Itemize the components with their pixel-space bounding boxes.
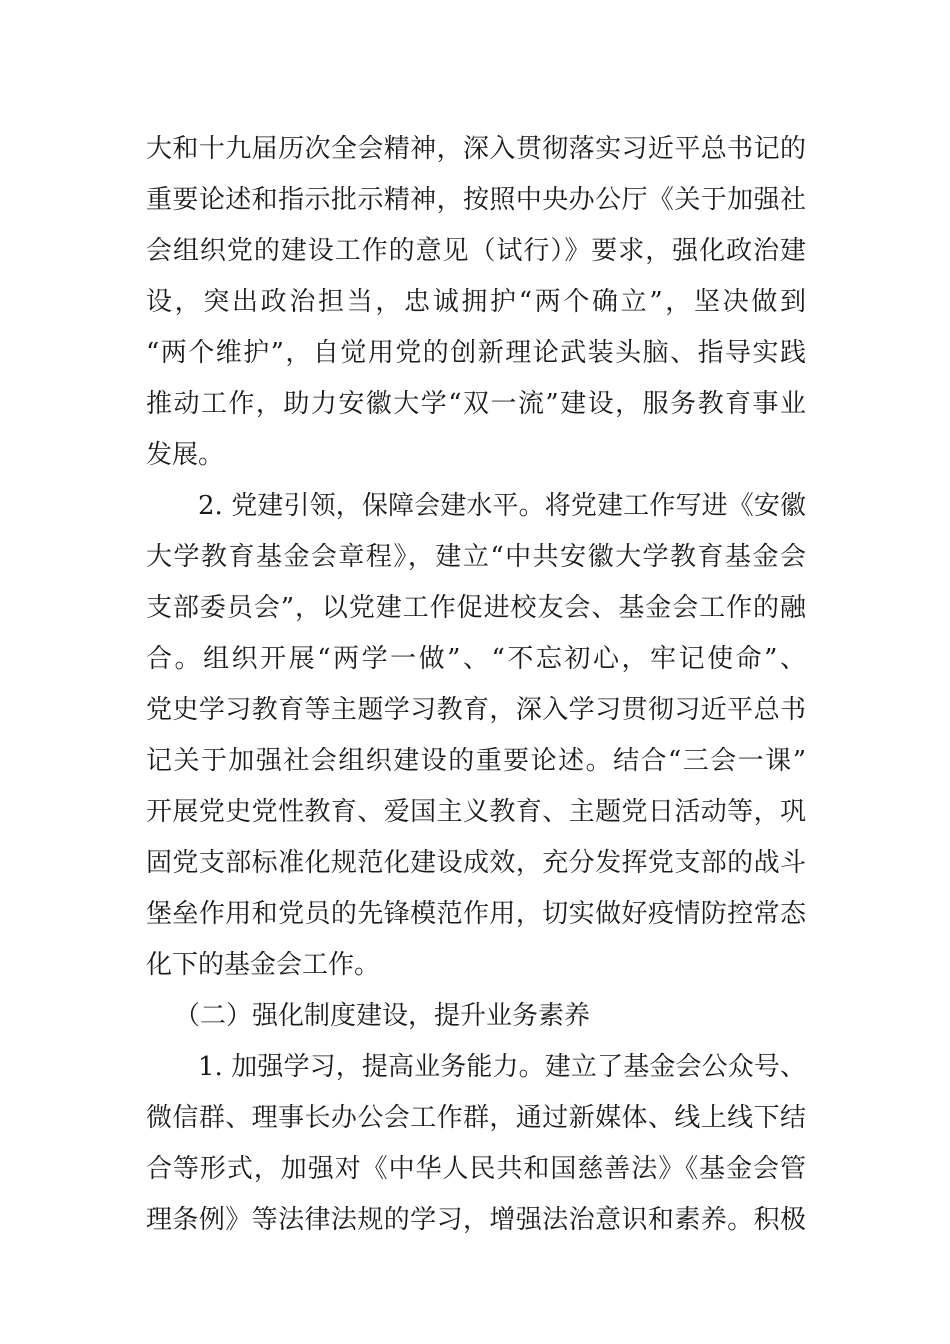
- paragraph-line: “两个维护”，自觉用党的创新理论武装头脑、指导实践: [146, 338, 806, 368]
- paragraph-line: 1. 加强学习，提高业务能力。建立了基金会公众号、: [198, 1052, 806, 1082]
- paragraph-line: 堡垒作用和党员的先锋模范作用，切实做好疫情防控常态: [146, 899, 806, 929]
- paragraph-line: 支部委员会”，以党建工作促进校友会、基金会工作的融: [146, 593, 806, 623]
- section-heading: （二）强化制度建设，提升业务素养: [174, 1001, 591, 1031]
- paragraph-line: 重要论述和指示批示精神，按照中央办公厅《关于加强社: [146, 185, 806, 215]
- paragraph-line: 开展党史党性教育、爱国主义教育、主题党日活动等，巩: [146, 797, 806, 827]
- paragraph-line: 发展。: [146, 440, 225, 470]
- paragraph-line: 固党支部标准化规范化建设成效，充分发挥党支部的战斗: [146, 848, 806, 878]
- paragraph-line: 党史学习教育等主题学习教育，深入学习贯彻习近平总书: [146, 695, 806, 725]
- paragraph-line: 合等形式，加强对《中华人民共和国慈善法》《基金会管: [146, 1154, 806, 1184]
- paragraph-line: 大和十九届历次全会精神，深入贯彻落实习近平总书记的: [146, 134, 806, 164]
- paragraph-line: 记关于加强社会组织建设的重要论述。结合“三会一课”: [146, 746, 806, 776]
- paragraph-line: 2. 党建引领，保障会建水平。将党建工作写进《安徽: [198, 491, 806, 521]
- document-body: [146, 124, 806, 1246]
- paragraph-line: 微信群、理事长办公会工作群，通过新媒体、线上线下结: [146, 1103, 806, 1133]
- paragraph-line: 设，突出政治担当，忠诚拥护“两个确立”，坚决做到: [146, 287, 806, 317]
- paragraph-line: 理条例》等法律法规的学习，增强法治意识和素养。积极: [146, 1205, 806, 1235]
- paragraph-line: 会组织党的建设工作的意见（试行）》要求，强化政治建: [146, 236, 806, 266]
- paragraph-line: 推动工作，助力安徽大学“双一流”建设，服务教育事业: [146, 389, 806, 419]
- paragraph-line: 化下的基金会工作。: [146, 950, 381, 980]
- paragraph-line: 大学教育基金会章程》，建立“中共安徽大学教育基金会: [146, 542, 806, 572]
- paragraph-line: 合。组织开展“两学一做”、“不忘初心，牢记使命”、: [146, 644, 806, 674]
